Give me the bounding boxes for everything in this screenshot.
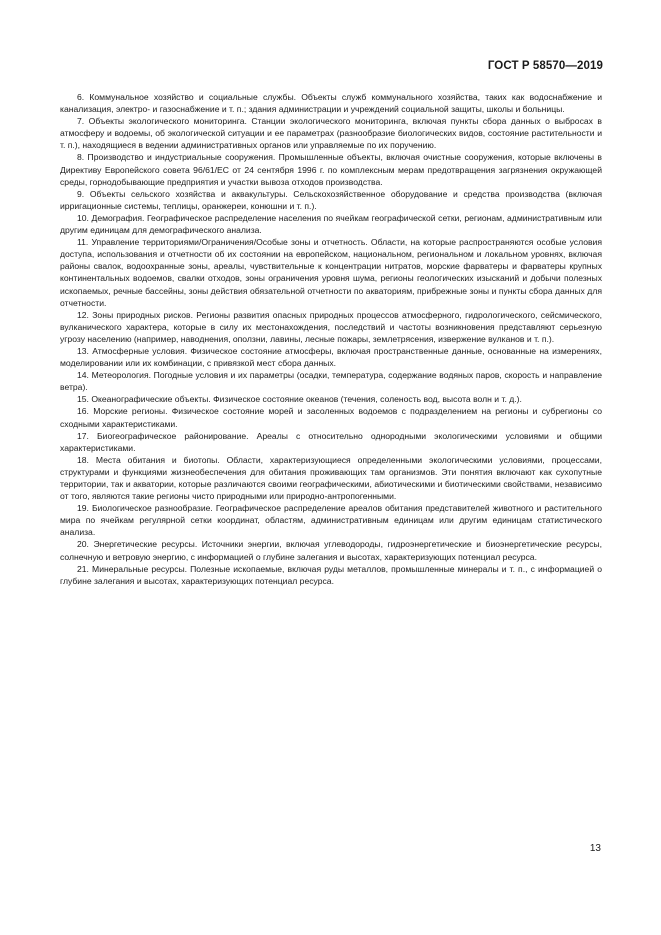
paragraph-18: 18. Места обитания и биотопы. Области, характеризующиеся определенными экологическими условиями, процессами, структурами и функциями жизнеобеспечения для обитания проживающих там организмов. Эти понятия включают как сухопутные территории, так и акватории, которые различаются своими географическими, абиотическими и биотическими свойствами, независимо от того, являются такие регионы чисто природными или природно-антропогенными. — [60, 454, 602, 502]
paragraph-20: 20. Энергетические ресурсы. Источники энергии, включая углеводороды, гидроэнергетические и биоэнергетические ресурсы, солнечную и ветровую энергию, с информацией о глубине залегания и высотах, характеризующих потенциал ресурса. — [60, 539, 602, 562]
document-body — [60, 91, 602, 587]
paragraph-16: 16. Морские регионы. Физическое состояние морей и засоленных водоемов с подразделением на регионы и субрегионы со сходными характеристиками. — [60, 406, 602, 429]
paragraph-7: 7. Объекты экологического мониторинга. Станции экологического мониторинга, включая пункты сбора данных о выбросах в атмосферу и водоемы, об экологической ситуации и ее параметрах (разнообразие биологических видов, состояние растительности и т. п.), находящиеся в ведении административных органов или управляемые по их поручению. — [60, 116, 602, 151]
paragraph-8: 8. Производство и индустриальные сооружения. Промышленные объекты, включая очистные сооружения, которые включены в Директиву Европейского совета 96/61/ЕС от 24 сентября 1996 г. по комплексным мерам предотвращения загрязнения окружающей среды, горнодобывающие предприятия и участки вывоза отходов производства. — [60, 152, 602, 187]
paragraph-19: 19. Биологическое разнообразие. Географическое распределение ареалов обитания представителей животного и растительного мира по ячейкам регулярной сетки координат, областям, административным единицам или другим единицам статистического анализа. — [60, 503, 602, 538]
paragraph-17: 17. Биогеографическое районирование. Ареалы с относительно однородными экологическими условиями и общими характеристиками. — [60, 430, 602, 453]
paragraph-12: 12. Зоны природных рисков. Регионы развития опасных природных процессов атмосферного, гидрологического, сейсмического, вулканического характера, которые в силу их местонахождения, последствий и частоты возникновения представляют серьезную угрозу населению (например, наводнения, оползни, лавины, лесные пожары, землетрясения, извержение вулканов и т. п.). — [60, 309, 602, 344]
paragraph-6: 6. Коммунальное хозяйство и социальные службы. Объекты служб коммунального хозяйства, таких как водоснабжение и канализация, электро- и газоснабжение и т. п.; здания администрации и учреждений социальной защиты, школы и больницы. — [60, 92, 602, 115]
paragraph-10: 10. Демография. Географическое распределение населения по ячейкам географической сетки, регионам, административным или другим единицам для демографического анализа. — [60, 212, 602, 236]
document-designation: ГОСТ Р 58570—2019 — [487, 60, 603, 72]
paragraph-13: 13. Атмосферные условия. Физическое состояние атмосферы, включая пространственные данные, основанные на измерениях, моделировании или их комбинации, с привязкой мест сбора данных. — [60, 345, 602, 369]
paragraph-15: 15. Океанографические объекты. Физическое состояние океанов (течения, соленость вод, высота волн и т. д.). — [77, 394, 522, 405]
paragraph-14: 14. Метеорология. Погодные условия и их параметры (осадки, температура, содержание водяных паров, скорость и направление ветра). — [60, 370, 602, 393]
paragraph-11: 11. Управление территориями/Ограничения/Особые зоны и отчетность. Области, на которые распространяются особые условия доступа, использования и отчетности об их состоянии на европейском, национальном, региональном и локальном уровнях, включая районы свалок, водоохранные зоны, ареалы, чувствительные к концентрации нитратов, морские фарватеры и фарватеры крупных континентальных водоемов, свалки отходов, зоны ограничения уровня шума, регионы геологических изысканий и добычи полезных ископаемых, речные бассейны, зоны действия обязательной отчетности по акваториям, прибрежные зоны и пункты сбора данных для отчетности. — [60, 237, 602, 308]
page-number: 13 — [589, 843, 601, 854]
paragraph-21: 21. Минеральные ресурсы. Полезные ископаемые, включая руды металлов, промышленные минералы и т. п., с информацией о глубине залегания и высотах, характеризующих потенциал ресурса. — [60, 563, 602, 586]
paragraph-9: 9. Объекты сельского хозяйства и аквакультуры. Сельскохозяйственное оборудование и средства производства (включая ирригационные системы, теплицы, оранжереи, конюшни и т. п.). — [60, 188, 602, 211]
